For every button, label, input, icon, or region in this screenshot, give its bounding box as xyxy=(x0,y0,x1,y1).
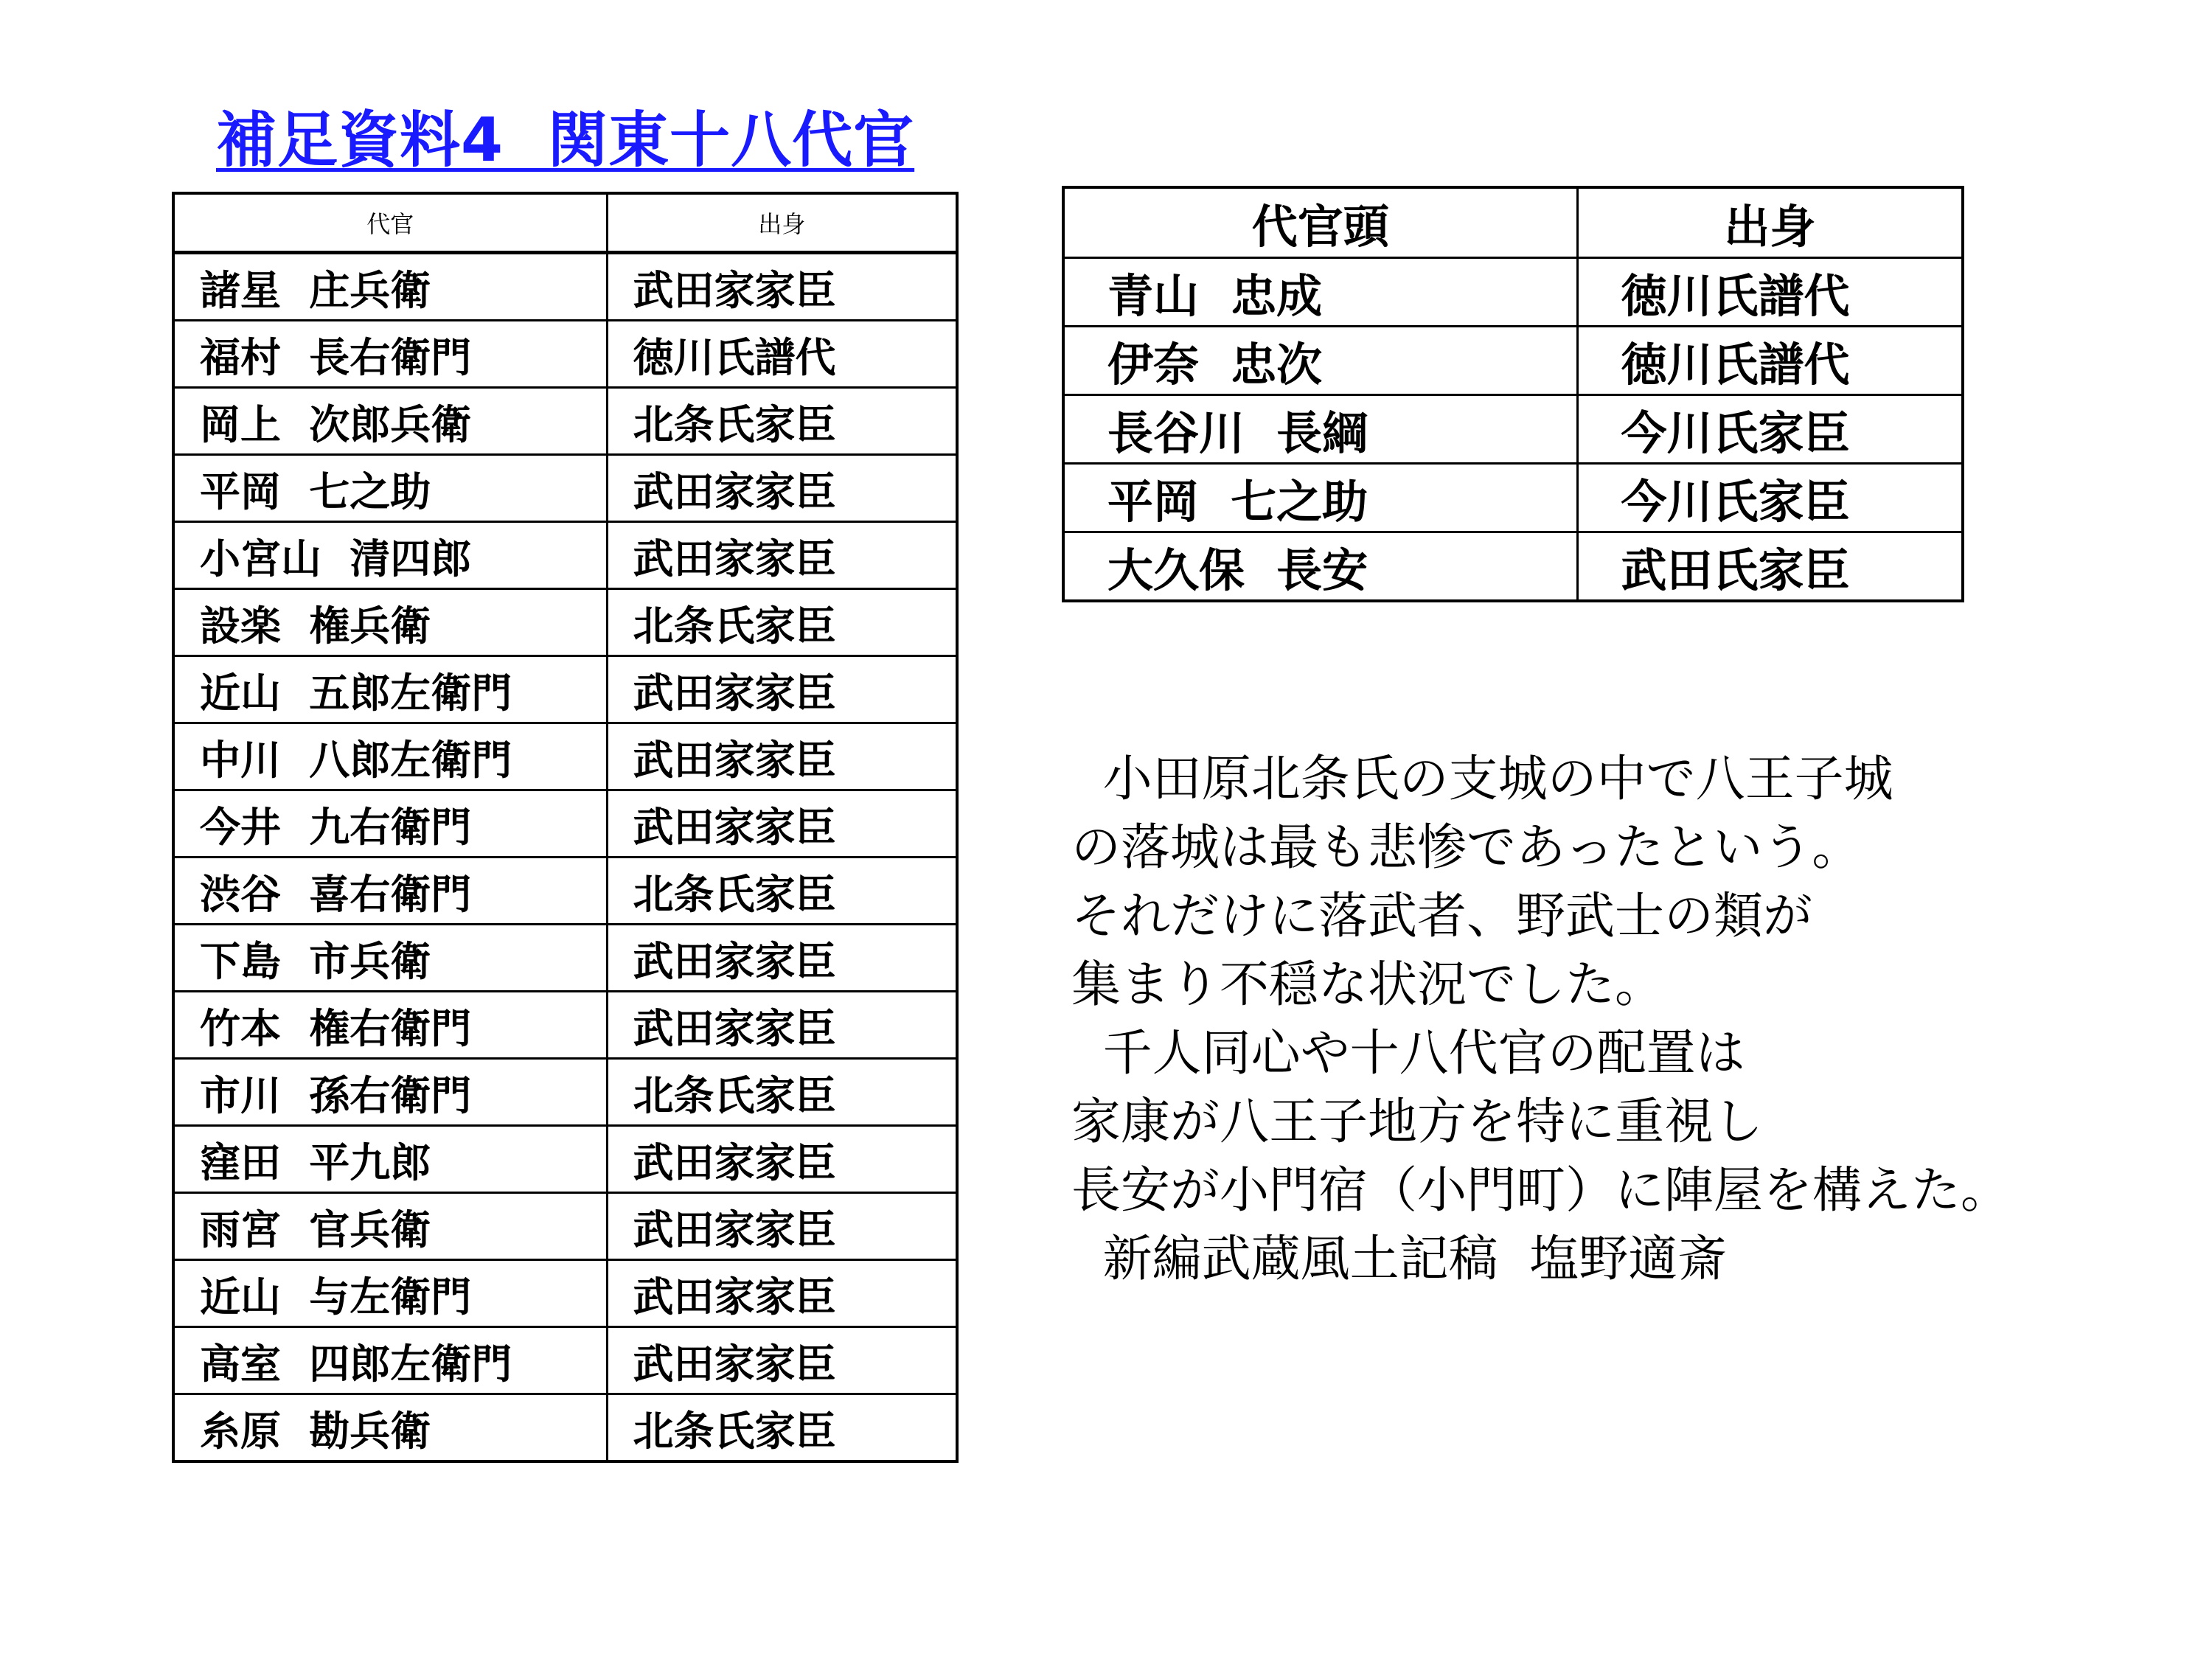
note-line: 家康が八王子地方を特に重視し xyxy=(1071,1093,1763,1150)
origin-cell: 武田家家臣 xyxy=(607,1260,957,1327)
note-line: 千人同心や十八代官の配置は xyxy=(1071,1024,1745,1082)
origin-cell: 武田氏家臣 xyxy=(1577,532,1963,602)
name-cell: 下島 市兵衛 xyxy=(173,925,607,992)
table-header-row xyxy=(1063,187,1963,258)
note-line: の落城は最も悲惨であったという。 xyxy=(1071,818,1862,876)
name-cell: 岡上 次郎兵衛 xyxy=(173,388,607,455)
name-cell: 諸星 庄兵衛 xyxy=(173,253,607,321)
name-cell: 窪田 平九郎 xyxy=(173,1126,607,1193)
name-cell: 近山 与左衛門 xyxy=(173,1260,607,1327)
table-row xyxy=(173,790,957,858)
name-cell: 中川 八郎左衛門 xyxy=(173,723,607,790)
table-row xyxy=(173,656,957,723)
name-cell: 渋谷 喜右衛門 xyxy=(173,858,607,925)
origin-cell: 武田家家臣 xyxy=(607,522,957,589)
column-header-origin: 出身 xyxy=(1577,187,1963,258)
name-cell: 平岡 七之助 xyxy=(173,455,607,522)
name-cell: 雨宮 官兵衛 xyxy=(173,1193,607,1260)
note-line: 小田原北条氏の支城の中で八王子城 xyxy=(1071,750,1893,807)
origin-cell: 北条氏家臣 xyxy=(607,388,957,455)
table-row xyxy=(173,1394,957,1462)
name-cell: 糸原 勘兵衛 xyxy=(173,1394,607,1462)
origin-cell: 今川氏家臣 xyxy=(1577,395,1963,464)
name-cell: 平岡 七之助 xyxy=(1063,464,1577,532)
column-header-origin: 出身 xyxy=(607,193,957,253)
origin-cell: 武田家家臣 xyxy=(607,455,957,522)
origin-cell: 武田家家臣 xyxy=(607,1327,957,1394)
origin-cell: 武田家家臣 xyxy=(607,925,957,992)
page-title: 補足資料4 関東十八代官 xyxy=(216,105,915,175)
table-row xyxy=(1063,464,1963,532)
table-row xyxy=(173,992,957,1059)
name-cell: 市川 孫右衛門 xyxy=(173,1059,607,1126)
column-header-daikan-gashira: 代官頭 xyxy=(1063,187,1577,258)
name-cell: 伊奈 忠次 xyxy=(1063,327,1577,395)
name-cell: 福村 長右衛門 xyxy=(173,321,607,388)
name-cell: 大久保 長安 xyxy=(1063,532,1577,602)
table-row xyxy=(173,925,957,992)
origin-cell: 武田家家臣 xyxy=(607,1193,957,1260)
table-row xyxy=(173,589,957,656)
table-row xyxy=(173,253,957,321)
table-row xyxy=(173,1327,957,1394)
table-row xyxy=(173,1059,957,1126)
note-line: 長安が小門宿（小門町）に陣屋を構えた。 xyxy=(1071,1161,2010,1219)
origin-cell: 徳川氏譜代 xyxy=(1577,327,1963,395)
column-header-daikan: 代官 xyxy=(173,193,607,253)
table-row xyxy=(1063,258,1963,327)
table-row xyxy=(173,388,957,455)
origin-cell: 武田家家臣 xyxy=(607,723,957,790)
table-row xyxy=(173,858,957,925)
origin-cell: 武田家家臣 xyxy=(607,790,957,858)
name-cell: 小宮山 清四郎 xyxy=(173,522,607,589)
name-cell: 高室 四郎左衛門 xyxy=(173,1327,607,1394)
explanatory-notes xyxy=(1071,745,2207,1293)
table-row xyxy=(173,321,957,388)
daikan-gashira-table xyxy=(1062,186,1964,602)
note-line: 新編武蔵風土記稿 塩野適斎 xyxy=(1071,1230,1728,1287)
name-cell: 近山 五郎左衛門 xyxy=(173,656,607,723)
name-cell: 今井 九右衛門 xyxy=(173,790,607,858)
table-row xyxy=(173,455,957,522)
note-line: それだけに落武者、野武士の類が xyxy=(1071,887,1812,945)
name-cell: 青山 忠成 xyxy=(1063,258,1577,327)
origin-cell: 北条氏家臣 xyxy=(607,1059,957,1126)
note-line: 集まり不穏な状況でした。 xyxy=(1071,956,1664,1013)
name-cell: 設楽 権兵衛 xyxy=(173,589,607,656)
origin-cell: 徳川氏譜代 xyxy=(1577,258,1963,327)
origin-cell: 武田家家臣 xyxy=(607,992,957,1059)
table-row xyxy=(173,1193,957,1260)
origin-cell: 北条氏家臣 xyxy=(607,858,957,925)
origin-cell: 北条氏家臣 xyxy=(607,589,957,656)
daikan-table xyxy=(172,192,959,1463)
origin-cell: 武田家家臣 xyxy=(607,253,957,321)
table-row xyxy=(1063,327,1963,395)
origin-cell: 今川氏家臣 xyxy=(1577,464,1963,532)
origin-cell: 徳川氏譜代 xyxy=(607,321,957,388)
table-header-row xyxy=(173,193,957,253)
table-row xyxy=(173,1126,957,1193)
table-row xyxy=(173,1260,957,1327)
table-row xyxy=(173,522,957,589)
table-row xyxy=(173,723,957,790)
name-cell: 長谷川 長綱 xyxy=(1063,395,1577,464)
origin-cell: 武田家家臣 xyxy=(607,656,957,723)
origin-cell: 武田家家臣 xyxy=(607,1126,957,1193)
table-row xyxy=(1063,395,1963,464)
table-row xyxy=(1063,532,1963,602)
origin-cell: 北条氏家臣 xyxy=(607,1394,957,1462)
name-cell: 竹本 権右衛門 xyxy=(173,992,607,1059)
